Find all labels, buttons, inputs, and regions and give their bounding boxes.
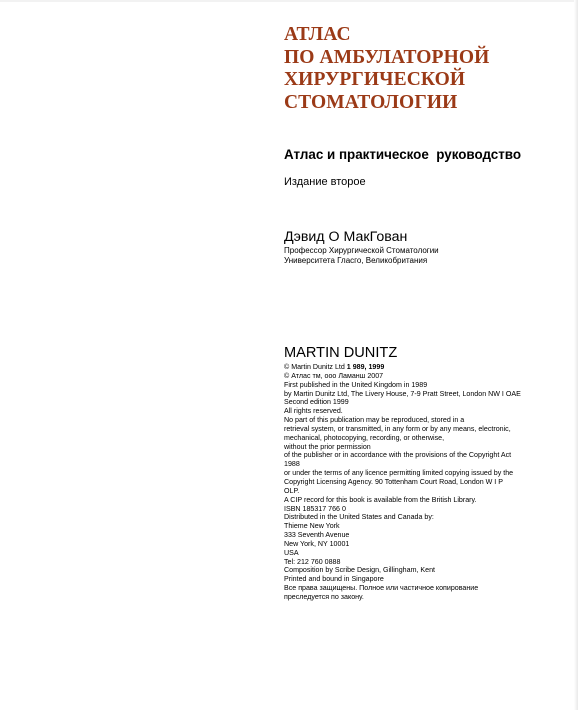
imprint-line: or under the terms of any licence permitting limited copying issued by the xyxy=(284,469,514,478)
imprint-line: 333 Seventh Avenue xyxy=(284,531,350,540)
imprint-line: retrieval system, or transmitted, in any form or by any means, electronic, xyxy=(284,424,511,433)
book-title-line: ХИРУРГИЧЕСКОЙ xyxy=(284,69,466,90)
imprint-line: ISBN 185317 766 0 xyxy=(284,504,346,513)
imprint-line: USA xyxy=(284,548,299,557)
imprint-line: No part of this publication may be reproduced, stored in a xyxy=(284,416,465,425)
book-title-line: АТЛАС xyxy=(284,24,351,45)
imprint-line: All rights reserved. xyxy=(284,407,343,416)
book-subtitle: Атлас и практическое руководство xyxy=(284,147,522,162)
title-page xyxy=(284,24,574,601)
imprint-line: OLP. xyxy=(284,486,300,495)
imprint-line: mechanical, photocopying, recording, or otherwise, xyxy=(284,433,445,442)
imprint-line: Composition by Scribe Design, Gillingham, Kent xyxy=(284,566,436,575)
copyright-years: 1 989, 1999 xyxy=(346,363,385,371)
imprint-line: Printed and bound in Singapore xyxy=(284,575,384,584)
affiliation-line: Профессор Хирургической Стоматологии xyxy=(284,246,439,255)
edition-label: Издание второе xyxy=(284,176,366,188)
imprint-line: 1988 xyxy=(284,460,300,469)
imprint-line: A CIP record for this book is available from the British Library. xyxy=(284,495,477,504)
book-title-line: ПО АМБУЛАТОРНОЙ xyxy=(284,46,490,68)
author-name: Дэвид О МакГован xyxy=(284,229,408,245)
imprint-line: Second edition 1999 xyxy=(284,398,349,407)
imprint-line: Все права защищены. Полное или частичное копирование xyxy=(284,584,479,593)
imprint-line: without the prior permission xyxy=(284,442,371,451)
imprint-line: Tel: 212 760 0888 xyxy=(284,557,341,566)
imprint-line: © Атлас тм, ооо Ламанш 2007 xyxy=(284,371,384,380)
imprint-line: New York, NY 10001 xyxy=(284,539,350,548)
imprint-line: by Martin Dunitz Ltd, The Livery House, 7-9 Pratt Street, London NW I OAE xyxy=(284,389,521,398)
imprint-line: Distributed in the United States and Canada by: xyxy=(284,513,434,522)
page-top-edge xyxy=(0,0,578,2)
author-affiliation xyxy=(284,246,439,266)
copyright-line xyxy=(284,363,554,372)
imprint-line: of the publisher or in accordance with the provisions of the Copyright Act xyxy=(284,451,512,460)
imprint-line: Copyright Licensing Agency. 90 Tottenham Court Road, London W I P xyxy=(284,477,503,486)
book-title-line: СТОМАТОЛОГИИ xyxy=(284,91,458,113)
book-title xyxy=(284,24,574,114)
imprint-block xyxy=(284,363,554,602)
imprint-line: First published in the United Kingdom in 1989 xyxy=(284,380,428,389)
publisher-name: MARTIN DUNITZ xyxy=(284,345,398,361)
page-right-edge xyxy=(574,0,578,710)
copyright-prefix: © Martin Dunitz Ltd xyxy=(284,363,347,371)
imprint-line: преследуется по закону. xyxy=(284,592,364,601)
imprint-line: Thieme New York xyxy=(284,522,340,531)
affiliation-line: Университета Гласго, Великобритания xyxy=(284,256,428,265)
